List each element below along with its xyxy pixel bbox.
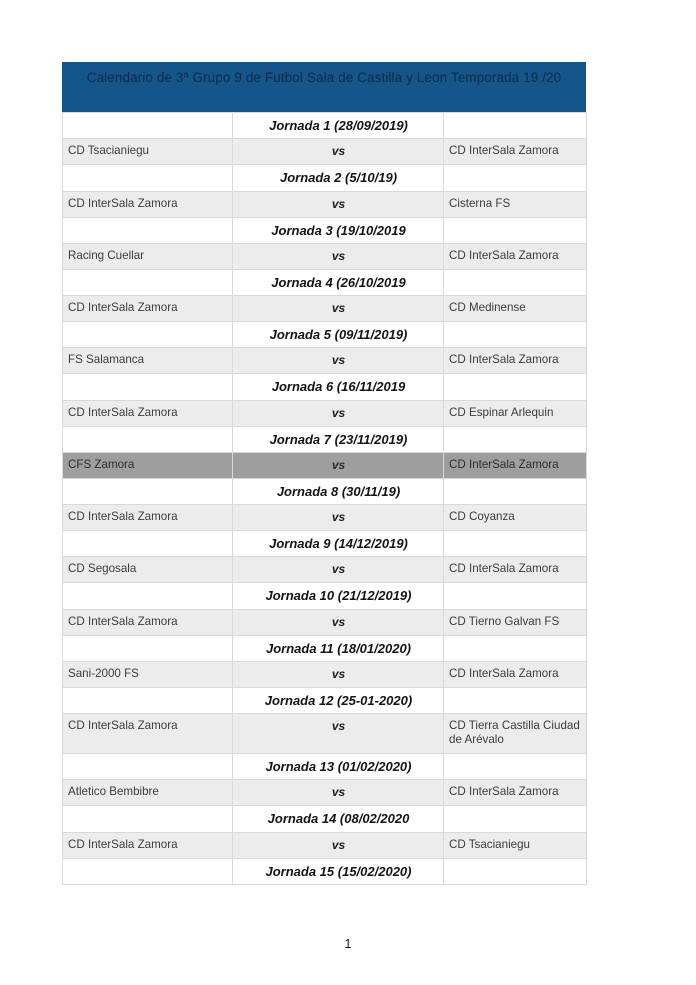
away-team-cell — [444, 139, 587, 165]
away-team: CD InterSala Zamora — [449, 144, 559, 158]
away-team: CD InterSala Zamora — [449, 562, 559, 576]
vs-cell — [233, 296, 444, 322]
vs-label: vs — [331, 719, 346, 733]
away-team: CD InterSala Zamora — [449, 666, 559, 680]
jornada-right-spacer-cell — [444, 426, 587, 452]
home-team: Atletico Bembibre — [68, 785, 159, 799]
jornada-label-cell — [233, 322, 444, 348]
jornada-label-cell — [233, 374, 444, 400]
jornada-left-spacer-cell — [63, 113, 233, 139]
home-team: CD InterSala Zamora — [68, 405, 178, 419]
jornada-label: Jornada 11 (18/01/2020) — [265, 640, 411, 656]
jornada-label-cell — [233, 426, 444, 452]
jornada-left-spacer-cell — [63, 858, 233, 884]
jornada-left-spacer-cell — [63, 165, 233, 191]
jornada-right-spacer-cell — [444, 583, 587, 609]
away-team-cell — [444, 505, 587, 531]
home-team-cell — [63, 243, 233, 269]
jornada-right-spacer-cell — [444, 858, 587, 884]
jornada-row — [63, 858, 587, 884]
jornada-left-spacer-cell — [63, 687, 233, 713]
home-team: FS Salamanca — [68, 353, 145, 367]
jornada-right-spacer-cell — [444, 165, 587, 191]
jornada-label: Jornada 14 (08/02/2020 — [267, 811, 410, 827]
vs-label: vs — [331, 144, 346, 159]
home-team: CD InterSala Zamora — [68, 837, 178, 851]
jornada-right-spacer-cell — [444, 478, 587, 504]
vs-cell — [233, 780, 444, 806]
match-row — [63, 348, 587, 374]
home-team-cell — [63, 609, 233, 635]
home-team-cell — [63, 191, 233, 217]
away-team-cell — [444, 661, 587, 687]
jornada-row — [63, 806, 587, 832]
home-team-cell — [63, 139, 233, 165]
away-team-cell — [444, 557, 587, 583]
vs-cell — [233, 348, 444, 374]
jornada-right-spacer-cell — [444, 374, 587, 400]
jornada-left-spacer-cell — [63, 635, 233, 661]
away-team: CD Tsacianiegu — [449, 837, 530, 851]
jornada-right-spacer-cell — [444, 531, 587, 557]
away-team: CD InterSala Zamora — [449, 785, 559, 799]
page-number: 1 — [344, 937, 352, 951]
jornada-label: Jornada 1 (28/09/2019) — [269, 118, 408, 133]
jornada-row — [63, 165, 587, 191]
jornada-label: Jornada 4 (26/10/2019 — [271, 274, 406, 290]
vs-cell — [233, 452, 444, 478]
jornada-row — [63, 531, 587, 557]
match-row — [63, 609, 587, 635]
vs-cell — [233, 557, 444, 583]
match-row — [63, 191, 587, 217]
match-row — [63, 780, 587, 806]
jornada-row — [63, 583, 587, 609]
jornada-right-spacer-cell — [444, 806, 587, 832]
jornada-left-spacer-cell — [63, 583, 233, 609]
home-team-cell — [63, 400, 233, 426]
match-row — [63, 661, 587, 687]
jornada-label-cell — [233, 217, 444, 243]
away-team-cell — [444, 348, 587, 374]
away-team: CD Medinense — [449, 301, 526, 314]
match-row — [63, 400, 587, 426]
jornada-left-spacer-cell — [63, 478, 233, 504]
vs-label: vs — [331, 785, 346, 800]
jornada-right-spacer-cell — [444, 322, 587, 348]
jornada-label-cell — [233, 531, 444, 557]
match-row — [63, 139, 587, 165]
vs-cell — [233, 661, 444, 687]
vs-cell — [233, 505, 444, 531]
jornada-row — [63, 754, 587, 780]
jornada-label: Jornada 7 (23/11/2019) — [269, 431, 408, 447]
vs-label: vs — [331, 248, 346, 263]
jornada-label-cell — [233, 687, 444, 713]
jornada-left-spacer-cell — [63, 269, 233, 295]
vs-label: vs — [331, 837, 346, 852]
away-team-cell — [444, 609, 587, 635]
vs-label: vs — [331, 510, 346, 524]
vs-label: vs — [331, 457, 346, 472]
home-team: CD Segosala — [68, 562, 137, 576]
jornada-label-cell — [233, 635, 444, 661]
away-team: CD InterSala Zamora — [449, 353, 559, 367]
away-team: CD Espinar Arlequin — [449, 405, 554, 419]
jornada-left-spacer-cell — [63, 217, 233, 243]
jornada-row — [63, 478, 587, 504]
jornada-row — [63, 113, 587, 139]
away-team-cell — [444, 452, 587, 478]
home-team-cell — [63, 714, 233, 754]
home-team-cell — [63, 661, 233, 687]
jornada-label-cell — [233, 478, 444, 504]
jornada-row — [63, 269, 587, 295]
jornada-label-cell — [233, 754, 444, 780]
away-team-cell — [444, 780, 587, 806]
jornada-row — [63, 322, 587, 348]
away-team: CD InterSala Zamora — [449, 457, 559, 471]
vs-label: vs — [331, 301, 346, 315]
vs-cell — [233, 714, 444, 754]
calendar-table-body — [63, 113, 587, 885]
vs-label: vs — [331, 196, 346, 211]
jornada-label: Jornada 2 (5/10/19) — [279, 170, 398, 186]
jornada-row — [63, 374, 587, 400]
jornada-label: Jornada 10 (21/12/2019) — [265, 588, 412, 604]
jornada-right-spacer-cell — [444, 635, 587, 661]
home-team: CD InterSala Zamora — [68, 614, 178, 628]
jornada-left-spacer-cell — [63, 531, 233, 557]
jornada-label-cell — [233, 806, 444, 832]
vs-label: vs — [331, 614, 346, 629]
home-team: Racing Cuellar — [68, 248, 145, 262]
vs-cell — [233, 139, 444, 165]
jornada-label: Jornada 13 (01/02/2020) — [265, 759, 412, 774]
home-team-cell — [63, 296, 233, 322]
jornada-row — [63, 687, 587, 713]
away-team: CD Tierno Galvan FS — [449, 614, 560, 628]
vs-label: vs — [331, 562, 346, 577]
vs-cell — [233, 191, 444, 217]
jornada-label-cell — [233, 858, 444, 884]
home-team-cell — [63, 832, 233, 858]
jornada-label: Jornada 12 (25-01-2020) — [264, 692, 413, 708]
jornada-left-spacer-cell — [63, 806, 233, 832]
vs-cell — [233, 609, 444, 635]
away-team-cell — [444, 400, 587, 426]
home-team: Sani-2000 FS — [68, 666, 139, 680]
jornada-right-spacer-cell — [444, 113, 587, 139]
jornada-left-spacer-cell — [63, 374, 233, 400]
jornada-right-spacer-cell — [444, 269, 587, 295]
home-team-cell — [63, 452, 233, 478]
vs-label: vs — [331, 666, 346, 681]
home-team: CD InterSala Zamora — [68, 510, 178, 523]
jornada-left-spacer-cell — [63, 322, 233, 348]
jornada-label-cell — [233, 269, 444, 295]
jornada-right-spacer-cell — [444, 217, 587, 243]
away-team-cell — [444, 296, 587, 322]
away-team-cell — [444, 191, 587, 217]
vs-cell — [233, 243, 444, 269]
jornada-right-spacer-cell — [444, 754, 587, 780]
jornada-label-cell — [233, 113, 444, 139]
jornada-label: Jornada 3 (19/10/2019 — [271, 222, 406, 238]
jornada-row — [63, 217, 587, 243]
home-team-cell — [63, 348, 233, 374]
match-row — [63, 557, 587, 583]
vs-label: vs — [331, 353, 346, 368]
jornada-label-cell — [233, 165, 444, 191]
away-team: CD Tierra Castilla Ciudad de Arévalo — [449, 719, 580, 747]
calendar-table — [62, 112, 587, 885]
home-team: CD InterSala Zamora — [68, 719, 178, 732]
match-row — [63, 243, 587, 269]
vs-label: vs — [331, 405, 346, 420]
away-team: CD InterSala Zamora — [449, 248, 559, 262]
jornada-label: Jornada 9 (14/12/2019) — [269, 536, 408, 551]
home-team: CD InterSala Zamora — [68, 196, 178, 210]
away-team-cell — [444, 714, 587, 754]
home-team: CFS Zamora — [68, 457, 135, 471]
vs-cell — [233, 400, 444, 426]
jornada-label: Jornada 8 (30/11/19) — [276, 483, 401, 499]
away-team-cell — [444, 832, 587, 858]
match-row — [63, 452, 587, 478]
home-team: CD InterSala Zamora — [68, 301, 178, 314]
away-team: CD Coyanza — [449, 510, 515, 523]
away-team: Cisterna FS — [449, 196, 511, 210]
jornada-label: Jornada 15 (15/02/2020) — [265, 863, 412, 879]
jornada-row — [63, 426, 587, 452]
calendar-title-banner — [62, 62, 586, 112]
match-row — [63, 714, 587, 754]
home-team-cell — [63, 780, 233, 806]
match-row — [63, 505, 587, 531]
jornada-label: Jornada 5 (09/11/2019) — [269, 327, 408, 342]
home-team-cell — [63, 557, 233, 583]
jornada-right-spacer-cell — [444, 687, 587, 713]
jornada-label-cell — [233, 583, 444, 609]
jornada-left-spacer-cell — [63, 754, 233, 780]
vs-cell — [233, 832, 444, 858]
jornada-left-spacer-cell — [63, 426, 233, 452]
away-team-cell — [444, 243, 587, 269]
calendar-title: Calendario de 3ª Grupo 9 de Futbol Sala de Castilla y Leon Temporada 19 /20 — [86, 70, 562, 85]
match-row — [63, 296, 587, 322]
home-team-cell — [63, 505, 233, 531]
jornada-row — [63, 635, 587, 661]
home-team: CD Tsacianiegu — [68, 144, 149, 158]
match-row — [63, 832, 587, 858]
jornada-label: Jornada 6 (16/11/2019 — [271, 379, 406, 395]
